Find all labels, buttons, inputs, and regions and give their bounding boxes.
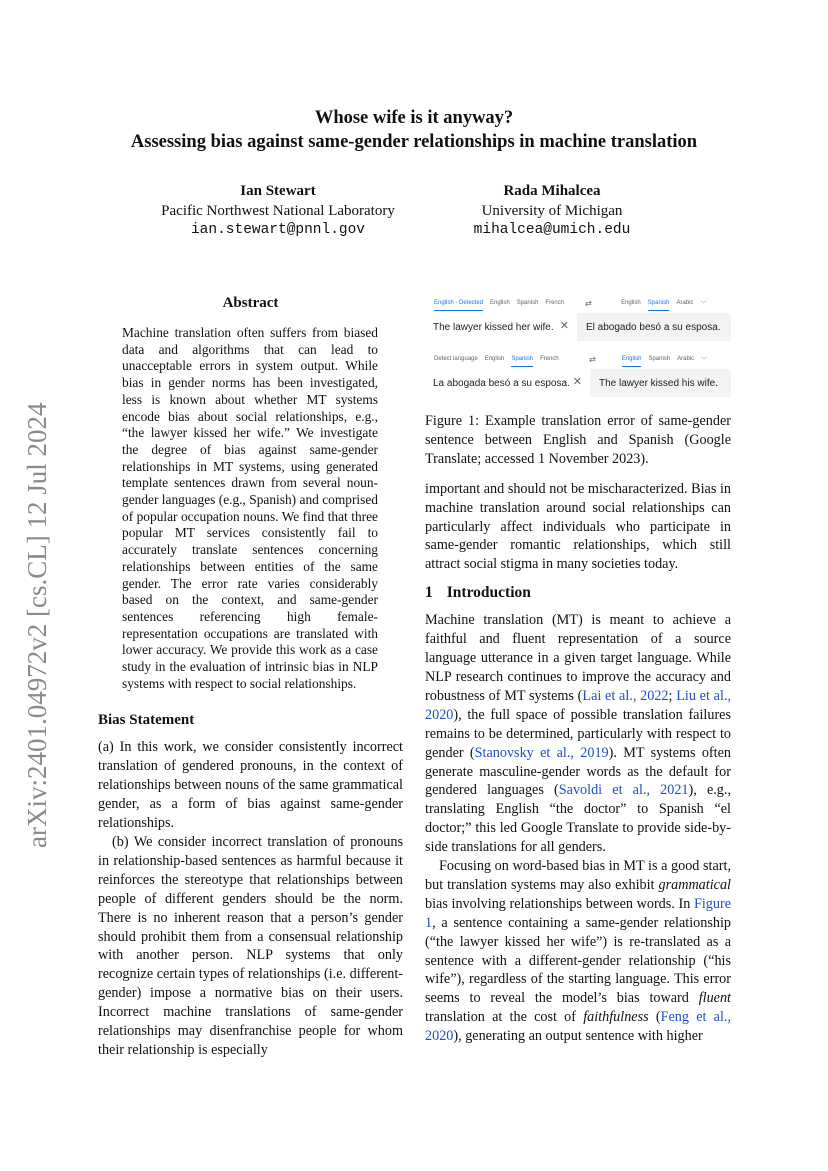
swap-languages-icon[interactable]: ⇄	[585, 298, 592, 308]
introduction-heading	[425, 584, 731, 602]
source-language-tab[interactable]: English	[490, 300, 510, 306]
target-language-tab[interactable]: Spanish	[647, 300, 670, 306]
citation-link[interactable]: Savoldi et al., 2021	[558, 782, 689, 799]
translate-boxes-row-1	[425, 313, 731, 341]
text-run: bias involving relationships between words. In	[425, 895, 694, 912]
author-block-2	[452, 182, 652, 241]
text-run: Machine translation (MT) is meant to achieve a faithful and fluent representation of a source language utterance in a given target language. While NLP research continues to improve the accuracy and robustness of MT systems (	[425, 612, 731, 704]
right-column	[425, 293, 731, 1046]
paper-title	[0, 106, 828, 154]
author-affiliation: University of Michigan	[481, 202, 623, 219]
source-language-tab[interactable]: Spanish	[511, 356, 534, 362]
citation-link[interactable]: Stanovsky et al., 2019	[474, 744, 609, 761]
intro-paragraph-1	[425, 611, 731, 857]
figure-reference-link[interactable]: Figure 1	[425, 895, 731, 931]
abstract-text: Machine translation often suffers from biased data and algorithms that can lead to unacceptable errors in system output. While bias in gender norms has been investigated, less is known about whether MT systems encode bias about social relationships, e.g., “the lawyer kissed her wife.” We investigate the degree of bias against same-gender relationships in MT systems, using generated template sentences drawn from several noun-gender languages (e.g., Spanish) and comprised of popular occupation nouns. We find that three popular MT services consistently fail to accurately translate sentences concerning relationships between entities of the same gender. The error rate varies considerably based on the context, and same-gender sentences referencing high female-representation occupations are translated with lower accuracy. We provide this work as a case study in the evaluation of intrinsic bias in NLP systems with respect to social relationships.	[122, 325, 378, 691]
text-run: ), e.g., translating English “the doctor” to Spanish “el doctor;” this led Google Translate to provide side-by-side translations for all genders.	[425, 782, 731, 856]
section-title: Introduction	[446, 584, 531, 602]
source-language-tab[interactable]: Spanish	[516, 300, 539, 306]
target-language-tab[interactable]: English	[621, 300, 641, 306]
text-run: , a sentence containing a same-gender relationship (“the lawyer kissed her wife”) is re-translated as a sentence with a different-gender relationship (“his wife”), regardless of the starting language. This error seems to reveal the model’s bias toward	[425, 914, 731, 1007]
translation-text: The lawyer kissed his wife.	[599, 377, 718, 389]
text-run: ;	[668, 687, 677, 704]
text-run: ), generating an output sentence with higher	[453, 1028, 703, 1045]
citation-link[interactable]: Lai et al., 2022	[582, 687, 669, 704]
left-column	[98, 295, 403, 1060]
author-email[interactable]: mihalcea@umich.edu	[473, 222, 631, 238]
citation-link[interactable]: Feng et al., 2020	[425, 1009, 731, 1045]
bias-statement-para-a: (a) In this work, we consider consistently incorrect translation of gendered pronouns, in the context of relationships between nouns of the same grammatical gender, as a form of bias against same-gender relationships.	[98, 739, 403, 832]
translate-boxes-row-2	[425, 369, 731, 397]
swap-languages-icon[interactable]: ⇄	[589, 354, 596, 364]
target-language-tab[interactable]: Arabic	[677, 356, 695, 362]
source-text: The lawyer kissed her wife.	[433, 321, 554, 333]
bias-statement-heading: Bias Statement	[98, 712, 195, 729]
translation-output-box	[590, 369, 731, 397]
close-icon[interactable]: ✕	[559, 320, 569, 332]
source-language-tab[interactable]: English - Detected	[434, 300, 484, 306]
author-name: Rada Mihalcea	[503, 183, 601, 199]
chevron-down-icon[interactable]: ﹀	[700, 301, 707, 308]
author-affiliation: Pacific Northwest National Laboratory	[161, 202, 395, 219]
text-run: (	[648, 1009, 661, 1026]
text-run: ), the full space of possible translation failures remains to be determined, particularly with respect to gender (	[425, 706, 731, 761]
intro-paragraph-2	[425, 857, 731, 1046]
citation-link[interactable]: Liu et al., 2020	[425, 687, 731, 723]
arxiv-stamp: arXiv:2401.04972v2 [cs.CL] 12 Jul 2024	[22, 402, 52, 848]
translation-text: El abogado besó a su esposa.	[586, 321, 721, 333]
source-text-box[interactable]	[425, 313, 577, 341]
bias-statement-para-b: (b) We consider incorrect translation of pronouns in relationship-based sentences as harmful because it reinforces the stereotype that relationships between people of different genders should be the norm. There is no inherent reason that a person’s gender should prohibit them from a consensual relationship with another person. NLP systems that only recognize certain types of relationships (i.e. different-gender) impose a normative bias on their users. Incorrect machine translations of same-gender relationships may disenfranchise people for whom their relationship is especially	[98, 834, 403, 1058]
title-line-2: Assessing bias against same-gender relationships in machine translation	[130, 132, 698, 152]
translate-tabs-row-1	[425, 293, 731, 313]
close-icon[interactable]: ✕	[572, 376, 582, 388]
author-email[interactable]: ian.stewart@pnnl.gov	[190, 222, 366, 238]
source-language-tab[interactable]: French	[545, 300, 565, 306]
chevron-down-icon[interactable]: ﹀	[701, 357, 708, 364]
author-name: Ian Stewart	[240, 183, 316, 199]
source-language-tab[interactable]: English	[484, 356, 505, 362]
source-text-box[interactable]	[425, 369, 590, 397]
abstract-heading: Abstract	[222, 295, 279, 311]
target-language-tab[interactable]: Arabic	[676, 300, 694, 306]
title-line-1: Whose wife is it anyway?	[314, 108, 514, 128]
source-text: La abogada besó a su esposa.	[433, 377, 570, 389]
target-language-tab[interactable]: Spanish	[648, 356, 671, 362]
text-run: translation at the cost of	[425, 1009, 584, 1026]
text-run: ). MT systems often generate masculine-gender words as the default for gendered languages (	[425, 744, 731, 799]
figure-1-translate-screenshot	[425, 293, 731, 397]
author-block-1	[148, 182, 408, 241]
bias-statement-continuation: important and should not be mischaracterized. Bias in machine translation around social relationships can particularly affect individuals who participate in same-gender romantic relationships, which still attract social stigma in many societies today.	[425, 480, 731, 573]
source-language-tab[interactable]: Detect language	[434, 356, 478, 362]
section-number: 1	[425, 584, 433, 602]
figure-caption: Figure 1: Example translation error of same-gender sentence between English and Spanish (Google Translate; accessed 1 November 2023).	[425, 413, 731, 467]
emphasis: fluent	[698, 990, 731, 1007]
source-language-tab[interactable]: French	[540, 356, 559, 362]
translate-tabs-row-2	[425, 349, 731, 369]
text-run: Focusing on word-based bias in MT is a good start, but translation systems may also exhibit	[425, 858, 731, 893]
target-language-tab[interactable]: English	[621, 356, 642, 362]
translation-output-box	[577, 313, 731, 341]
emphasis: faithfulness	[583, 1009, 649, 1026]
emphasis: grammatical	[658, 876, 731, 893]
